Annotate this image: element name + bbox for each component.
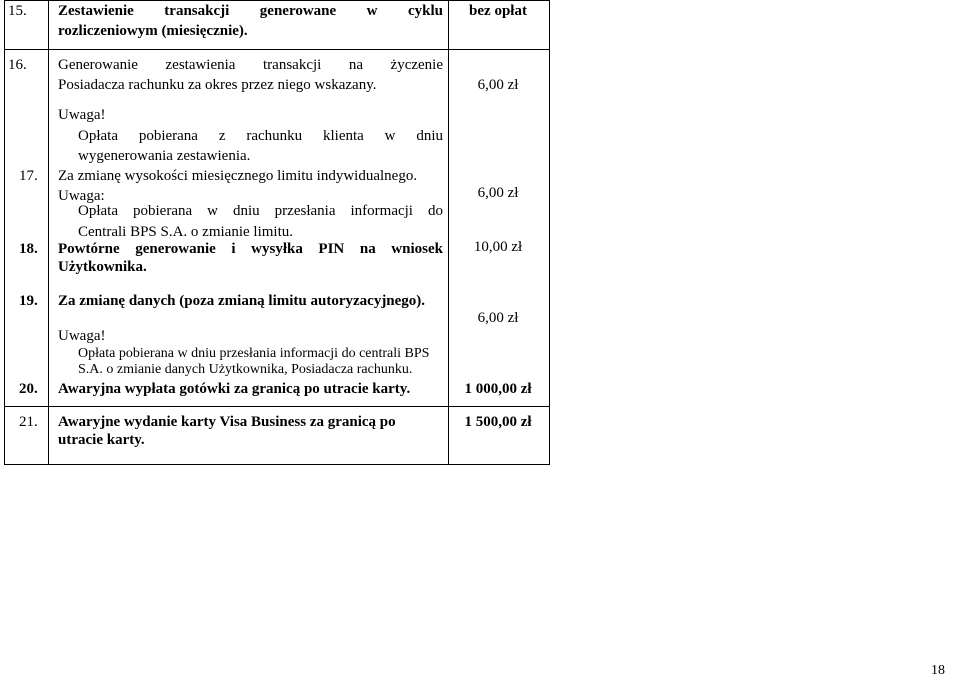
row-price: 6,00 zł: [477, 310, 519, 326]
row-price: 6,00 zł: [477, 77, 519, 93]
note-title: Uwaga!: [58, 328, 106, 344]
row-description: Za zmianę wysokości miesięcznego limitu indywidualnego.: [58, 168, 418, 184]
row-description-cont: Użytkownika.: [58, 259, 147, 275]
row-price: 6,00 zł: [477, 185, 519, 201]
row-price: 1 000,00 zł: [464, 381, 532, 397]
row-description: Generowanie zestawienia transakcji na życzenie: [58, 57, 443, 73]
row-description-cont: utracie karty.: [58, 432, 145, 448]
row-price: bez opłat: [469, 3, 527, 19]
row-divider-20: [4, 406, 550, 407]
row-number: 19.: [19, 293, 38, 309]
row-price: 1 500,00 zł: [464, 414, 532, 430]
row-number: 20.: [19, 381, 38, 397]
row-description: Awaryjne wydanie karty Visa Business za granicą po: [58, 414, 396, 430]
row-description: Za zmianę danych (poza zmianą limitu autoryzacyjnego).: [58, 293, 426, 309]
row-number: 17.: [19, 168, 38, 184]
page-number: 18: [931, 663, 945, 678]
row-description-cont: rozliczeniowym (miesięcznie).: [58, 23, 248, 39]
note-text: Opłata pobierana z rachunku klienta w dniu: [78, 128, 443, 144]
column-divider-price: [448, 0, 449, 465]
row-description: Zestawienie transakcji generowane w cyklu: [58, 3, 443, 19]
row-description: Awaryjna wypłata gotówki za granicą po utracie karty.: [58, 381, 411, 397]
note-text: Opłata pobierana w dniu przesłania informacji do centrali BPS: [78, 346, 430, 361]
note-title: Uwaga!: [58, 107, 106, 123]
note-text-cont: S.A. o zmianie danych Użytkownika, Posiadacza rachunku.: [78, 362, 413, 377]
row-number: 15.: [8, 3, 27, 19]
row-price: 10,00 zł: [473, 239, 523, 255]
row-number: 18.: [19, 241, 38, 257]
row-divider-15: [4, 49, 550, 50]
row-description: Powtórne generowanie i wysyłka PIN na wniosek: [58, 241, 443, 257]
column-divider-num: [48, 0, 49, 465]
note-text-cont: Centrali BPS S.A. o zmianie limitu.: [78, 224, 293, 240]
row-number: 16.: [8, 57, 27, 73]
note-text: Opłata pobierana w dniu przesłania informacji do: [78, 203, 443, 219]
note-title: Uwaga:: [58, 188, 105, 204]
row-description-cont: Posiadacza rachunku za okres przez niego wskazany.: [58, 77, 377, 93]
note-text-cont: wygenerowania zestawienia.: [78, 148, 251, 164]
row-number: 21.: [19, 414, 38, 430]
